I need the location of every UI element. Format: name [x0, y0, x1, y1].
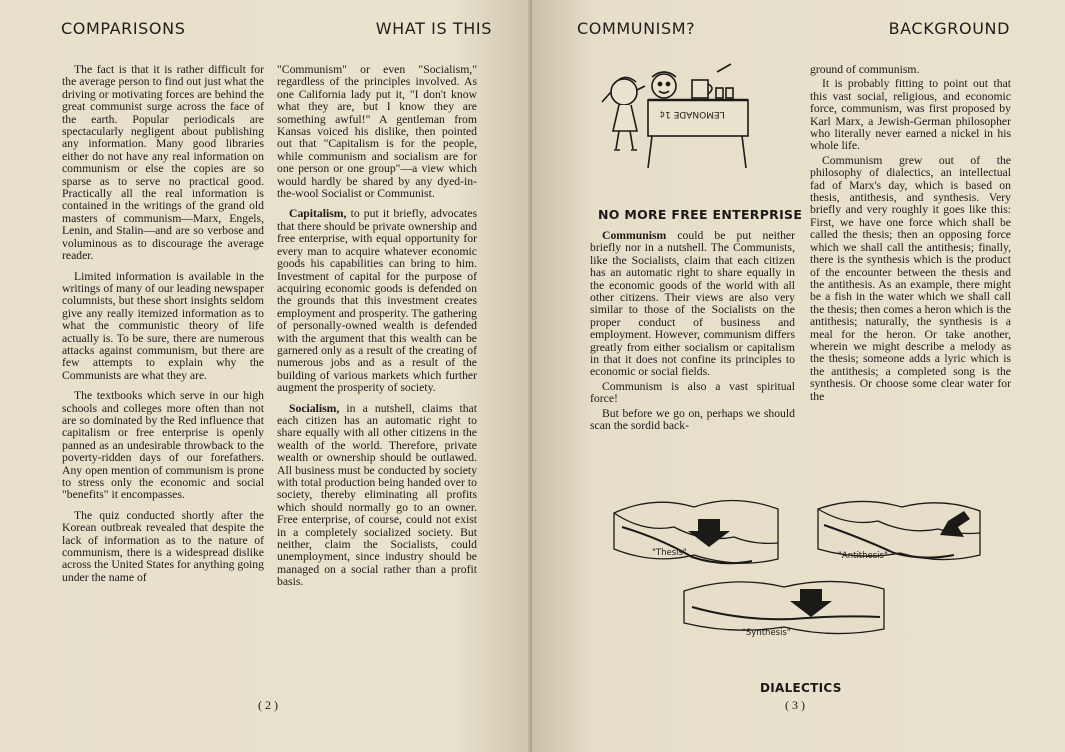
- figure-title-dialectics: DIALECTICS: [760, 681, 842, 695]
- paragraph: Communism is also a vast spiritual force!: [590, 379, 795, 406]
- left-page: [0, 0, 532, 752]
- paragraph: Limited information is available in the writings of many of our leading newspaper columnists, but these short insights seldom give any really itemized information as to what the communistic theory of life actually is. To be sure, there are numerous attacks against communism, but there are few attempts to explain why the Communists are what they are.: [62, 269, 264, 382]
- running-head-left: COMPARISONS: [61, 19, 186, 38]
- paragraph-socialism: Socialism, in a nutshell, claims that each citizen has an automatic right to share equally with all other citizens in the wealth of the world. Therefore, private wealth or ownership should be outlawed. All business must be conducted by society with total production being handed over to society, thereby eliminating all profits which should normally go to an owner. Free enterprise, of course, could not exist in a completely socialized society. But neither, claim the Socialists, could unemployment, since industry should be managed on a social rather than a profit basis.: [277, 401, 477, 589]
- paragraph: "Communism" or even "Socialism," regardless of the principles involved. As one California lady put it, "I don't know what they are, but I know they are something awful!" A gentleman from Kansas voiced his dislike, then pointed out that "Capitalism is for the people, while communism and socialism are for one person or one group"—a view which would hardly be shared by any dyed-in-the-wool Socialist or Communist.: [277, 63, 477, 201]
- term-capitalism: Capitalism,: [289, 207, 347, 221]
- term-communism: Communism: [602, 229, 667, 242]
- left-column-2: [277, 64, 477, 597]
- paragraph: The textbooks which serve in our high schools and colleges more often than not are so dominated by the Red influence that capitalism or free enterprise is openly panned as an undesirable throwback to the poverty-ridden days of our forefathers. Any open mention of communism is prone to stress only the economic and social "benefits" it encompasses.: [62, 389, 264, 502]
- paragraph: But before we go on, perhaps we should scan the sordid back-: [590, 406, 795, 433]
- caption-antithesis: "Antithesis": [838, 551, 888, 561]
- caption-synthesis: "Synthesis": [742, 628, 791, 638]
- right-page: [532, 0, 1065, 752]
- page-number-left: ( 2 ): [258, 698, 278, 712]
- paragraph-capitalism: Capitalism, to put it briefly, advocates that there should be private ownership and free enterprise, with equal opportunity for every man to acquire whatever economic goods his capabilities can bring to him. Investment of capital for the purpose of acquiring economic goods is defended on the grounds that this investment creates employment and prosperity. The gathering of personally-owned wealth is defended with the argument that this wealth can be garnered only as a result of the creating of numerous jobs and as a result of the building of various markets which further augment the prosperity of society.: [277, 207, 477, 395]
- page-number-right: ( 3 ): [785, 698, 805, 712]
- caption-thesis: "Thesis": [652, 548, 687, 558]
- running-head-right: COMMUNISM?: [577, 19, 696, 38]
- left-column-1: [62, 64, 264, 592]
- term-socialism: Socialism,: [289, 401, 340, 415]
- dialectics-illustration: [612, 493, 1012, 653]
- right-column-2: [810, 64, 1011, 405]
- running-head-left-right: WHAT IS THIS: [375, 19, 492, 38]
- paragraph: The quiz conducted shortly after the Korean outbreak revealed that despite the lack of information as to the nature of communism, there is a widespread dislike across the United States for anything going under the name of: [62, 508, 264, 584]
- lemonade-stand-illustration: [592, 62, 772, 174]
- paragraph: The fact is that it is rather difficult for the average person to find out just what the driving or motivating forces are behind the great communist surge across the face of the earth. Popular periodicals are spectacularly negligent about publishing any information. Many good libraries either do not have any real information on communism or else the copies are so sparse as to serve no practical good. Practically all the real information is contained in the writings of the grand old masters of communism—Marx, Engels, Lenin, and Stalin—and are so verbose and voluminous as to discourage the average reader.: [62, 63, 264, 263]
- paragraph: ground of communism.: [810, 63, 920, 76]
- right-column-1: [590, 230, 795, 435]
- paragraph: It is probably fitting to point out that this vast social, religious, and economic force, communism, was first proposed by Karl Marx, a Jewish-German philosopher who literally never earned a nickel in his whole life.: [810, 77, 1011, 153]
- stand-sign: LEMONADE 1¢: [659, 109, 725, 119]
- subhead-no-more-free-enterprise: NO MORE FREE ENTERPRISE: [598, 207, 803, 222]
- running-head-right-right: BACKGROUND: [888, 19, 1010, 38]
- paragraph-communism: Communism could be put neither briefly nor in a nutshell. The Communists, like the Socialists, claim that each citizen has an automatic right to share equally in the economic goods of the world with all other citizens. Their views are also very similar to those of the Socialists on the proper conduct of business and employment. However, communism differs greatly from either socialism or capitalism in that it does not confine its principles to economic or social fields.: [590, 229, 795, 379]
- paragraph: Communism grew out of the philosophy of dialectics, an intellectual fad of Marx's day, which is based on thesis, antithesis, and synthesis. Very briefly and very roughly it goes like this: First, we have one force which shall be called the thesis; then an opposing force which we shall call the antithesis; finally, there is the synthesis which is the product of the encounter between the thesis and the antithesis. As an example, there might be a fish in the water which we shall call the thesis; then comes a heron which is the antithesis; naturally, the synthesis is a meal for the heron. Or take another, wherein we might describe a melody as the thesis; someone adds a lyric which is the antithesis; a completed song is the synthesis. Or choose some clear water for the: [810, 153, 1011, 403]
